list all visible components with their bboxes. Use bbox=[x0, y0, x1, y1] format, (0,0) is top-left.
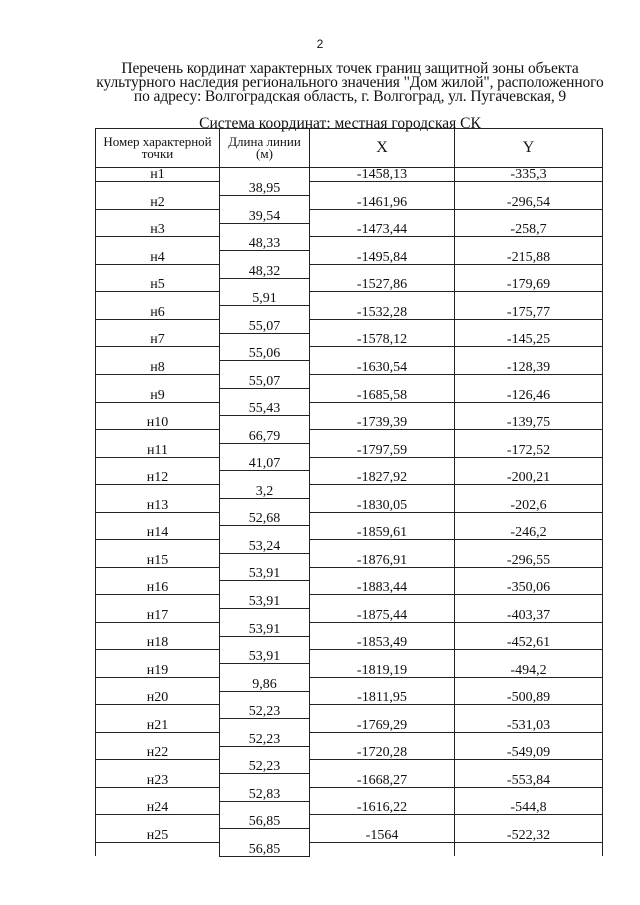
point-number-cell-empty bbox=[96, 430, 220, 444]
table-row bbox=[96, 553, 603, 567]
line-length-cell: 56,85 bbox=[220, 815, 310, 829]
y-coordinate-cell-empty bbox=[455, 843, 603, 857]
x-coordinate-cell: -1458,13 bbox=[310, 168, 455, 182]
table-row bbox=[96, 691, 603, 705]
table-row bbox=[96, 319, 603, 333]
line-length-cell-empty bbox=[220, 526, 310, 540]
line-length-cell: 52,83 bbox=[220, 787, 310, 801]
x-coordinate-cell: -1830,05 bbox=[310, 498, 455, 512]
table-row bbox=[96, 622, 603, 636]
point-number-cell-empty bbox=[96, 237, 220, 251]
table-row bbox=[96, 485, 603, 499]
point-number-cell: н3 bbox=[96, 223, 220, 237]
y-coordinate-cell-empty bbox=[455, 237, 603, 251]
x-coordinate-cell: -1461,96 bbox=[310, 196, 455, 210]
point-number-cell: н12 bbox=[96, 471, 220, 485]
x-coordinate-cell: -1797,59 bbox=[310, 443, 455, 457]
line-length-cell: 53,91 bbox=[220, 595, 310, 609]
line-length-cell-empty bbox=[220, 278, 310, 292]
x-coordinate-cell-empty bbox=[310, 567, 455, 581]
line-length-cell: 48,32 bbox=[220, 264, 310, 278]
table-row bbox=[96, 746, 603, 760]
line-length-cell-empty bbox=[220, 306, 310, 320]
point-number-cell-empty bbox=[96, 677, 220, 691]
table-row bbox=[96, 719, 603, 733]
x-coordinate-cell-empty bbox=[310, 732, 455, 746]
line-length-cell: 52,23 bbox=[220, 705, 310, 719]
point-number-cell: н25 bbox=[96, 829, 220, 843]
table-body bbox=[96, 168, 603, 857]
table-row bbox=[96, 829, 603, 843]
y-coordinate-cell-empty bbox=[455, 209, 603, 223]
x-coordinate-cell-empty bbox=[310, 402, 455, 416]
table-row bbox=[96, 443, 603, 457]
x-coordinate-cell-empty bbox=[310, 319, 455, 333]
table-row bbox=[96, 567, 603, 581]
x-coordinate-cell: -1811,95 bbox=[310, 691, 455, 705]
line-length-cell: 56,85 bbox=[220, 843, 310, 857]
table-row bbox=[96, 374, 603, 388]
x-coordinate-cell-empty bbox=[310, 430, 455, 444]
x-coordinate-cell-empty bbox=[310, 347, 455, 361]
line-length-cell-empty bbox=[220, 223, 310, 237]
y-coordinate-cell-empty bbox=[455, 760, 603, 774]
y-coordinate-cell: -172,52 bbox=[455, 443, 603, 457]
y-coordinate-cell: -500,89 bbox=[455, 691, 603, 705]
table-row bbox=[96, 251, 603, 265]
y-coordinate-cell-empty bbox=[455, 485, 603, 499]
line-length-cell-empty bbox=[220, 691, 310, 705]
y-coordinate-cell: -179,69 bbox=[455, 278, 603, 292]
point-number-cell: н18 bbox=[96, 636, 220, 650]
y-coordinate-cell-empty bbox=[455, 457, 603, 471]
line-length-cell-empty bbox=[220, 251, 310, 265]
header-y: Y bbox=[455, 129, 603, 168]
x-coordinate-cell: -1668,27 bbox=[310, 774, 455, 788]
point-number-cell-empty bbox=[96, 732, 220, 746]
x-coordinate-cell: -1532,28 bbox=[310, 306, 455, 320]
y-coordinate-cell: -139,75 bbox=[455, 416, 603, 430]
table-row bbox=[96, 264, 603, 278]
x-coordinate-cell: -1578,12 bbox=[310, 333, 455, 347]
point-number-cell: н4 bbox=[96, 251, 220, 265]
line-length-cell-empty bbox=[220, 774, 310, 788]
table-row bbox=[96, 650, 603, 664]
y-coordinate-cell-empty bbox=[455, 815, 603, 829]
point-number-cell-empty bbox=[96, 457, 220, 471]
x-coordinate-cell: -1739,39 bbox=[310, 416, 455, 430]
x-coordinate-cell: -1883,44 bbox=[310, 581, 455, 595]
x-coordinate-cell-empty bbox=[310, 540, 455, 554]
table-row bbox=[96, 540, 603, 554]
x-coordinate-cell-empty bbox=[310, 650, 455, 664]
point-number-cell-empty bbox=[96, 787, 220, 801]
y-coordinate-cell: -452,61 bbox=[455, 636, 603, 650]
x-coordinate-cell-empty bbox=[310, 815, 455, 829]
table-row bbox=[96, 760, 603, 774]
y-coordinate-cell-empty bbox=[455, 292, 603, 306]
y-coordinate-cell-empty bbox=[455, 787, 603, 801]
x-coordinate-cell: -1876,91 bbox=[310, 553, 455, 567]
y-coordinate-cell-empty bbox=[455, 347, 603, 361]
point-number-cell: н19 bbox=[96, 664, 220, 678]
coordinate-system-caption: Система координат: местная городская СК bbox=[199, 115, 481, 132]
point-number-cell-empty bbox=[96, 622, 220, 636]
heading-line-3: по адресу: Волгоградская область, г. Волгоград, ул. Пугачевская, 9 bbox=[133, 88, 567, 105]
y-coordinate-cell-empty bbox=[455, 677, 603, 691]
x-coordinate-cell: -1819,19 bbox=[310, 664, 455, 678]
point-number-cell: н23 bbox=[96, 774, 220, 788]
y-coordinate-cell-empty bbox=[455, 182, 603, 196]
y-coordinate-cell: -215,88 bbox=[455, 251, 603, 265]
y-coordinate-cell-empty bbox=[455, 622, 603, 636]
table-row bbox=[96, 471, 603, 485]
line-length-cell-empty bbox=[220, 581, 310, 595]
point-number-cell-empty bbox=[96, 843, 220, 857]
x-coordinate-cell-empty bbox=[310, 677, 455, 691]
heading-line-1: Перечень кординат характерных точек границ защитной зоны объекта bbox=[121, 60, 579, 77]
heading-line-2: культурного наследия регионального значения "Дом жилой", расположенного bbox=[96, 74, 604, 91]
table-row bbox=[96, 237, 603, 251]
table-row bbox=[96, 677, 603, 691]
line-length-cell: 53,91 bbox=[220, 622, 310, 636]
point-number-cell: н16 bbox=[96, 581, 220, 595]
y-coordinate-cell-empty bbox=[455, 650, 603, 664]
y-coordinate-cell: -553,84 bbox=[455, 774, 603, 788]
x-coordinate-cell-empty bbox=[310, 512, 455, 526]
point-number-cell-empty bbox=[96, 512, 220, 526]
table-row bbox=[96, 609, 603, 623]
line-length-cell-empty bbox=[220, 498, 310, 512]
line-length-cell: 55,07 bbox=[220, 319, 310, 333]
page-number: 2 bbox=[316, 37, 324, 51]
table-row bbox=[96, 457, 603, 471]
line-length-cell: 3,2 bbox=[220, 485, 310, 499]
line-length-cell: 55,06 bbox=[220, 347, 310, 361]
point-number-cell: н5 bbox=[96, 278, 220, 292]
line-length-cell: 52,23 bbox=[220, 732, 310, 746]
point-number-cell-empty bbox=[96, 319, 220, 333]
x-coordinate-cell-empty bbox=[310, 705, 455, 719]
table-row bbox=[96, 223, 603, 237]
y-coordinate-cell: -494,2 bbox=[455, 664, 603, 678]
x-coordinate-cell: -1616,22 bbox=[310, 801, 455, 815]
line-length-cell-empty bbox=[220, 443, 310, 457]
y-coordinate-cell-empty bbox=[455, 705, 603, 719]
line-length-cell-empty bbox=[220, 333, 310, 347]
y-coordinate-cell: -350,06 bbox=[455, 581, 603, 595]
header-point-number: Номер характерной точки bbox=[96, 129, 220, 168]
line-length-cell-empty bbox=[220, 416, 310, 430]
y-coordinate-cell: -335,3 bbox=[455, 168, 603, 182]
table-row bbox=[96, 333, 603, 347]
x-coordinate-cell: -1853,49 bbox=[310, 636, 455, 650]
y-coordinate-cell: -202,6 bbox=[455, 498, 603, 512]
table-row bbox=[96, 361, 603, 375]
x-coordinate-cell: -1859,61 bbox=[310, 526, 455, 540]
line-length-cell-empty bbox=[220, 664, 310, 678]
table-row bbox=[96, 430, 603, 444]
coordinates-table bbox=[95, 128, 603, 857]
point-number-cell-empty bbox=[96, 402, 220, 416]
point-number-cell: н21 bbox=[96, 719, 220, 733]
y-coordinate-cell: -296,54 bbox=[455, 196, 603, 210]
line-length-cell-empty bbox=[220, 609, 310, 623]
y-coordinate-cell: -200,21 bbox=[455, 471, 603, 485]
y-coordinate-cell-empty bbox=[455, 540, 603, 554]
point-number-cell: н8 bbox=[96, 361, 220, 375]
table-row bbox=[96, 292, 603, 306]
point-number-cell-empty bbox=[96, 209, 220, 223]
line-length-cell-empty bbox=[220, 388, 310, 402]
y-coordinate-cell: -246,2 bbox=[455, 526, 603, 540]
table-row bbox=[96, 168, 603, 182]
table-row bbox=[96, 815, 603, 829]
line-length-cell-empty bbox=[220, 196, 310, 210]
header-line-length: Длина линии (м) bbox=[220, 129, 310, 168]
table-row bbox=[96, 196, 603, 210]
table-row bbox=[96, 843, 603, 857]
point-number-cell-empty bbox=[96, 182, 220, 196]
line-length-cell-empty bbox=[220, 471, 310, 485]
line-length-cell: 39,54 bbox=[220, 209, 310, 223]
point-number-cell: н24 bbox=[96, 801, 220, 815]
x-coordinate-cell: -1564 bbox=[310, 829, 455, 843]
x-coordinate-cell-empty bbox=[310, 182, 455, 196]
point-number-cell-empty bbox=[96, 374, 220, 388]
point-number-cell-empty bbox=[96, 595, 220, 609]
point-number-cell: н11 bbox=[96, 443, 220, 457]
point-number-cell-empty bbox=[96, 264, 220, 278]
point-number-cell: н15 bbox=[96, 553, 220, 567]
x-coordinate-cell-empty bbox=[310, 622, 455, 636]
point-number-cell: н13 bbox=[96, 498, 220, 512]
y-coordinate-cell: -549,09 bbox=[455, 746, 603, 760]
x-coordinate-cell-empty bbox=[310, 760, 455, 774]
x-coordinate-cell-empty bbox=[310, 237, 455, 251]
table-row bbox=[96, 388, 603, 402]
table-row bbox=[96, 595, 603, 609]
x-coordinate-cell: -1685,58 bbox=[310, 388, 455, 402]
y-coordinate-cell-empty bbox=[455, 402, 603, 416]
table-row bbox=[96, 801, 603, 815]
point-number-cell: н6 bbox=[96, 306, 220, 320]
x-coordinate-cell: -1827,92 bbox=[310, 471, 455, 485]
y-coordinate-cell: -544,8 bbox=[455, 801, 603, 815]
y-coordinate-cell-empty bbox=[455, 374, 603, 388]
y-coordinate-cell-empty bbox=[455, 264, 603, 278]
point-number-cell: н9 bbox=[96, 388, 220, 402]
point-number-cell-empty bbox=[96, 650, 220, 664]
line-length-cell: 38,95 bbox=[220, 182, 310, 196]
y-coordinate-cell-empty bbox=[455, 430, 603, 444]
point-number-cell: н7 bbox=[96, 333, 220, 347]
y-coordinate-cell-empty bbox=[455, 319, 603, 333]
table-header-row bbox=[96, 129, 603, 168]
x-coordinate-cell-empty bbox=[310, 843, 455, 857]
line-length-cell-empty bbox=[220, 636, 310, 650]
line-length-cell-empty bbox=[220, 746, 310, 760]
document-heading bbox=[60, 62, 640, 104]
table-row bbox=[96, 787, 603, 801]
x-coordinate-cell-empty bbox=[310, 787, 455, 801]
point-number-cell-empty bbox=[96, 292, 220, 306]
line-length-cell: 55,43 bbox=[220, 402, 310, 416]
point-number-cell-empty bbox=[96, 540, 220, 554]
table-row bbox=[96, 636, 603, 650]
y-coordinate-cell: -145,25 bbox=[455, 333, 603, 347]
table-row bbox=[96, 278, 603, 292]
line-length-cell-empty bbox=[220, 553, 310, 567]
table-row bbox=[96, 498, 603, 512]
point-number-cell: н20 bbox=[96, 691, 220, 705]
y-coordinate-cell: -296,55 bbox=[455, 553, 603, 567]
line-length-cell: 5,91 bbox=[220, 292, 310, 306]
point-number-cell: н1 bbox=[96, 168, 220, 182]
point-number-cell: н17 bbox=[96, 609, 220, 623]
table-row bbox=[96, 774, 603, 788]
x-coordinate-cell-empty bbox=[310, 595, 455, 609]
point-number-cell-empty bbox=[96, 485, 220, 499]
y-coordinate-cell: -126,46 bbox=[455, 388, 603, 402]
point-number-cell: н22 bbox=[96, 746, 220, 760]
point-number-cell: н10 bbox=[96, 416, 220, 430]
table-row bbox=[96, 705, 603, 719]
x-coordinate-cell: -1769,29 bbox=[310, 719, 455, 733]
point-number-cell-empty bbox=[96, 567, 220, 581]
y-coordinate-cell: -128,39 bbox=[455, 361, 603, 375]
table-row bbox=[96, 581, 603, 595]
x-coordinate-cell: -1630,54 bbox=[310, 361, 455, 375]
x-coordinate-cell-empty bbox=[310, 292, 455, 306]
table-row bbox=[96, 416, 603, 430]
x-coordinate-cell: -1720,28 bbox=[310, 746, 455, 760]
point-number-cell-empty bbox=[96, 705, 220, 719]
line-length-cell-empty bbox=[220, 361, 310, 375]
y-coordinate-cell: -258,7 bbox=[455, 223, 603, 237]
line-length-cell: 55,07 bbox=[220, 374, 310, 388]
table-row bbox=[96, 664, 603, 678]
line-length-cell-empty bbox=[220, 719, 310, 733]
header-x: X bbox=[310, 129, 455, 168]
point-number-cell: н14 bbox=[96, 526, 220, 540]
line-length-cell: 53,24 bbox=[220, 540, 310, 554]
y-coordinate-cell: -403,37 bbox=[455, 609, 603, 623]
y-coordinate-cell-empty bbox=[455, 595, 603, 609]
line-length-cell: 66,79 bbox=[220, 430, 310, 444]
x-coordinate-cell-empty bbox=[310, 485, 455, 499]
line-length-cell: 53,91 bbox=[220, 567, 310, 581]
x-coordinate-cell-empty bbox=[310, 457, 455, 471]
y-coordinate-cell: -531,03 bbox=[455, 719, 603, 733]
point-number-cell-empty bbox=[96, 760, 220, 774]
table-row bbox=[96, 732, 603, 746]
line-length-cell: 52,23 bbox=[220, 760, 310, 774]
table-row bbox=[96, 347, 603, 361]
x-coordinate-cell: -1473,44 bbox=[310, 223, 455, 237]
table-row bbox=[96, 402, 603, 416]
point-number-cell: н2 bbox=[96, 196, 220, 210]
y-coordinate-cell: -175,77 bbox=[455, 306, 603, 320]
table-row bbox=[96, 512, 603, 526]
line-length-cell: 48,33 bbox=[220, 237, 310, 251]
x-coordinate-cell: -1527,86 bbox=[310, 278, 455, 292]
line-length-cell: 52,68 bbox=[220, 512, 310, 526]
point-number-cell-empty bbox=[96, 347, 220, 361]
line-length-cell: 53,91 bbox=[220, 650, 310, 664]
x-coordinate-cell-empty bbox=[310, 374, 455, 388]
line-length-cell: 9,86 bbox=[220, 677, 310, 691]
table-row bbox=[96, 526, 603, 540]
table-row bbox=[96, 306, 603, 320]
table-row bbox=[96, 182, 603, 196]
line-length-cell-empty bbox=[220, 168, 310, 182]
line-length-cell: 41,07 bbox=[220, 457, 310, 471]
y-coordinate-cell-empty bbox=[455, 567, 603, 581]
line-length-cell-empty bbox=[220, 829, 310, 843]
table-row bbox=[96, 209, 603, 223]
y-coordinate-cell-empty bbox=[455, 512, 603, 526]
point-number-cell-empty bbox=[96, 815, 220, 829]
x-coordinate-cell: -1495,84 bbox=[310, 251, 455, 265]
line-length-cell-empty bbox=[220, 801, 310, 815]
x-coordinate-cell-empty bbox=[310, 209, 455, 223]
y-coordinate-cell: -522,32 bbox=[455, 829, 603, 843]
x-coordinate-cell-empty bbox=[310, 264, 455, 278]
y-coordinate-cell-empty bbox=[455, 732, 603, 746]
x-coordinate-cell: -1875,44 bbox=[310, 609, 455, 623]
